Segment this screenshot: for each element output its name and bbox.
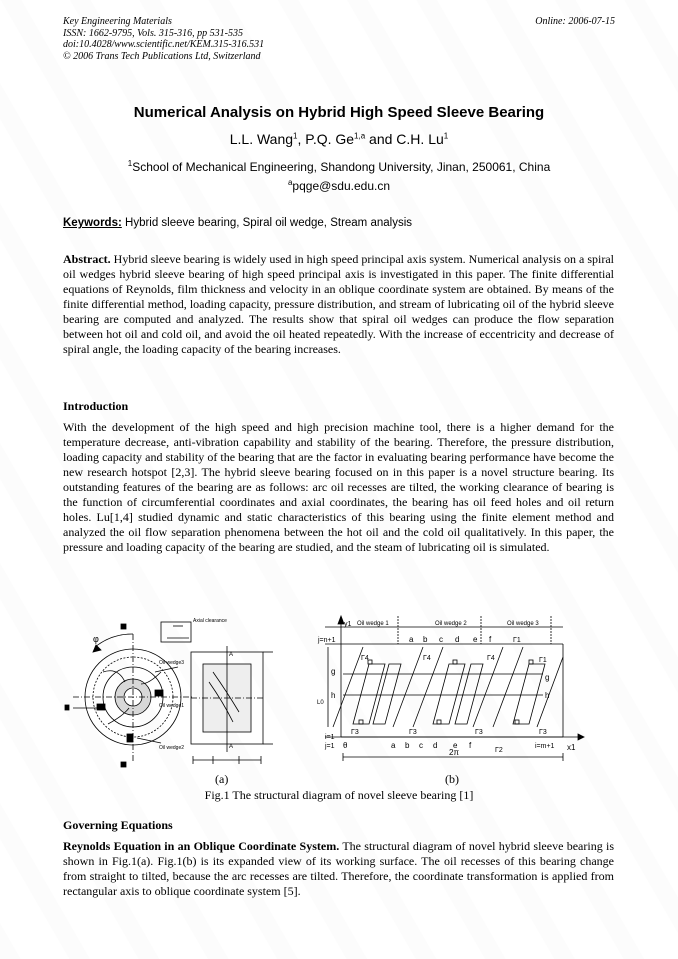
author-1: L.L. Wang <box>229 131 294 147</box>
fig-a-clearance-detail <box>161 622 191 642</box>
fig-b-gamma1-right: Γ1 <box>539 657 547 664</box>
fig-a-wedge3: Oil wedge3 <box>159 660 185 666</box>
fig-b-y-axis: y1 <box>344 621 352 628</box>
fig-a-wedge1: Oil wedge1 <box>159 703 185 709</box>
fig-a-wedge2: Oil wedge2 <box>159 745 185 751</box>
fig-b-bot-c: c <box>419 741 423 750</box>
copyright-line: © 2006 Trans Tech Publications Ltd, Switzerland <box>63 50 261 62</box>
paper-title: Numerical Analysis on Hybrid High Speed Sleeve Bearing <box>133 104 545 121</box>
fig-a-A-bottom: A <box>229 744 234 750</box>
author-line <box>0 131 678 147</box>
author-3-sup: 1 <box>443 131 449 141</box>
keywords-colon: : <box>117 217 122 229</box>
figure-caption: Fig.1 The structural diagram of novel sleeve bearing [1] <box>204 788 474 802</box>
fig-b-top-b: b <box>423 635 428 644</box>
fig-b-gamma3-4: Γ3 <box>539 729 547 736</box>
figure-1 <box>63 612 614 787</box>
fig-b-gamma1-top: Γ1 <box>513 637 521 644</box>
author-2-sup: 1,a <box>354 131 366 141</box>
fig-b-L0: L0 <box>317 700 324 706</box>
fig-b-j-top: j=n+1 <box>318 637 336 644</box>
fig-b-top-a: a <box>409 635 414 644</box>
fig-b-h-right: h <box>545 691 550 700</box>
fig-b-gamma4-1: Γ4 <box>361 655 369 662</box>
fig-b-i-end: i=m+1 <box>535 743 555 750</box>
affiliation-sup: 1 <box>127 159 133 168</box>
fig-b-theta: θ <box>343 741 348 750</box>
online-date: Online: 2006-07-15 <box>535 16 615 27</box>
fig-b-g-left: g <box>331 667 336 676</box>
introduction-heading: Introduction <box>63 399 129 413</box>
author-3: and C.H. Lu <box>365 131 444 147</box>
fig-b-wedge3: Oil wedge 3 <box>507 621 539 627</box>
keywords-line <box>63 217 412 229</box>
fig-b-gamma4-2: Γ4 <box>423 655 431 662</box>
fig-a-A-top: A <box>229 652 234 658</box>
fig-b-j1: j=1 <box>325 743 335 750</box>
fig-b-top-e: e <box>473 635 478 644</box>
governing-body: The structural diagram of novel hybrid sleeve bearing is shown in Fig.1(a). Fig.1(b) is its expanded view of its working surface. The oil recesses of this bearing change from straight to tilted, because the arc recesses are tilted. Therefore, the coordinate transformation is applied from rectangular axis to oblique coordinate system [5]. <box>63 839 615 898</box>
author-1-sup: 1 <box>293 131 298 141</box>
keywords-label: Keywords <box>63 217 118 229</box>
fig-b-two-pi: 2π <box>449 748 459 757</box>
fig-b-top-c: c <box>439 635 443 644</box>
figure-1-drawing <box>63 612 614 787</box>
figure-label-b: (b) <box>445 772 459 786</box>
fig-b-bot-b: b <box>405 741 410 750</box>
fig-b-bot-a: a <box>391 741 396 750</box>
email-sup: a <box>287 178 293 187</box>
fig-b-gamma3-2: Γ3 <box>409 729 417 736</box>
email-link[interactable]: pqge@sdu.edu.cn <box>292 179 391 193</box>
fig-b-g-right: g <box>545 673 550 682</box>
abstract <box>63 252 614 357</box>
fig-b-wedge1: Oil wedge 1 <box>357 621 389 627</box>
journal-header <box>63 16 264 62</box>
fig-b-h-left: h <box>331 691 336 700</box>
figure-label-a: (a) <box>215 772 229 786</box>
abstract-text: Hybrid sleeve bearing is widely used in high speed principal axis system. Numerical analysis on a spiral oil wedges hybrid sleeve bearing of high speed principal axis is investigated in this paper. The finite differential equations of Reynolds, film thickness and velocity in an oblique coordinate system are obtained. By means of the finite differential method, loading capacity, pressure distribution, and stream of lubricating oil of the hybrid sleeve bearing are computed and analyzed. The results show that spiral oil wedges can produce the flow separation between hot oil and cold oil, and avoid the oil heated repeatedly. With the increase of eccentricity and decrease of spiral angle, the loading capacity of the bearing increases. <box>63 252 614 356</box>
affiliation-text: School of Mechanical Engineering, Shandong University, Jinan, 250061, China <box>132 160 551 174</box>
fig-b-wedge2: Oil wedge 2 <box>435 621 467 627</box>
fig-b-i1: i=1 <box>325 734 335 741</box>
doi-line: doi:10.4028/www.scientific.net/KEM.315-316.531 <box>63 39 265 50</box>
fig-b-top-f: f <box>489 635 492 644</box>
fig-b-gamma4-3: Γ4 <box>487 655 495 662</box>
fig-b-bot-d: d <box>433 741 438 750</box>
fig-b-gamma3-3: Γ3 <box>475 729 483 736</box>
journal-name: Key Engineering Materials <box>63 16 172 27</box>
abstract-label: Abstract. <box>63 252 111 266</box>
governing-sub-label: Reynolds Equation in an Oblique Coordinate System. <box>63 839 340 853</box>
affiliation <box>0 160 678 174</box>
keywords-text: Hybrid sleeve bearing, Spiral oil wedge, Stream analysis <box>121 217 413 229</box>
fig-b-gamma2: Γ2 <box>495 747 503 754</box>
email-line <box>0 179 678 193</box>
introduction-text: With the development of the high speed and high precision machine tool, there is a higher demand for the temperature decrease, anti-vibration capability and stability of the bearing. Therefore, the pressure distribution, loading capacity and stability of the bearing that are the factor in evaluating bearing performance have become the new research hotspot [2,3]. The hybrid sleeve bearing focused on in this paper is a novel structure bearing. Its outstanding features of the bearing are as follows: arc oil recesses are tilted, the working clearance of bearing is the function of circumferential coordinates and axial coordinates, the bearing has oil feed holes and oil return holes. Lu[1,4] studied dynamic and static characteristics of this bearing using the finite element method and analyzed the oil flow separation phenomena between the hot oil and the cold oil qualitatively. In this paper, the pressure and loading capacity of the bearing are studied, and the steam of lubricating oil is simulated. <box>63 420 614 554</box>
governing-heading: Governing Equations <box>63 818 173 832</box>
fig-b-gamma3-1: Γ3 <box>351 729 359 736</box>
author-2: , P.Q. Ge <box>297 131 355 147</box>
fig-b-bot-f: f <box>469 741 472 750</box>
fig-a-phi: φ <box>93 634 99 644</box>
issn-line: ISSN: 1662-9795, Vols. 315-316, pp 531-535 <box>63 27 243 39</box>
fig-b-x-axis: x1 <box>567 743 576 752</box>
governing-text <box>63 839 614 899</box>
fig-a-axial-clearance: Axial clearance <box>193 618 227 624</box>
fig-b-bot-e: e <box>453 741 458 750</box>
fig-b-top-d: d <box>455 635 460 644</box>
